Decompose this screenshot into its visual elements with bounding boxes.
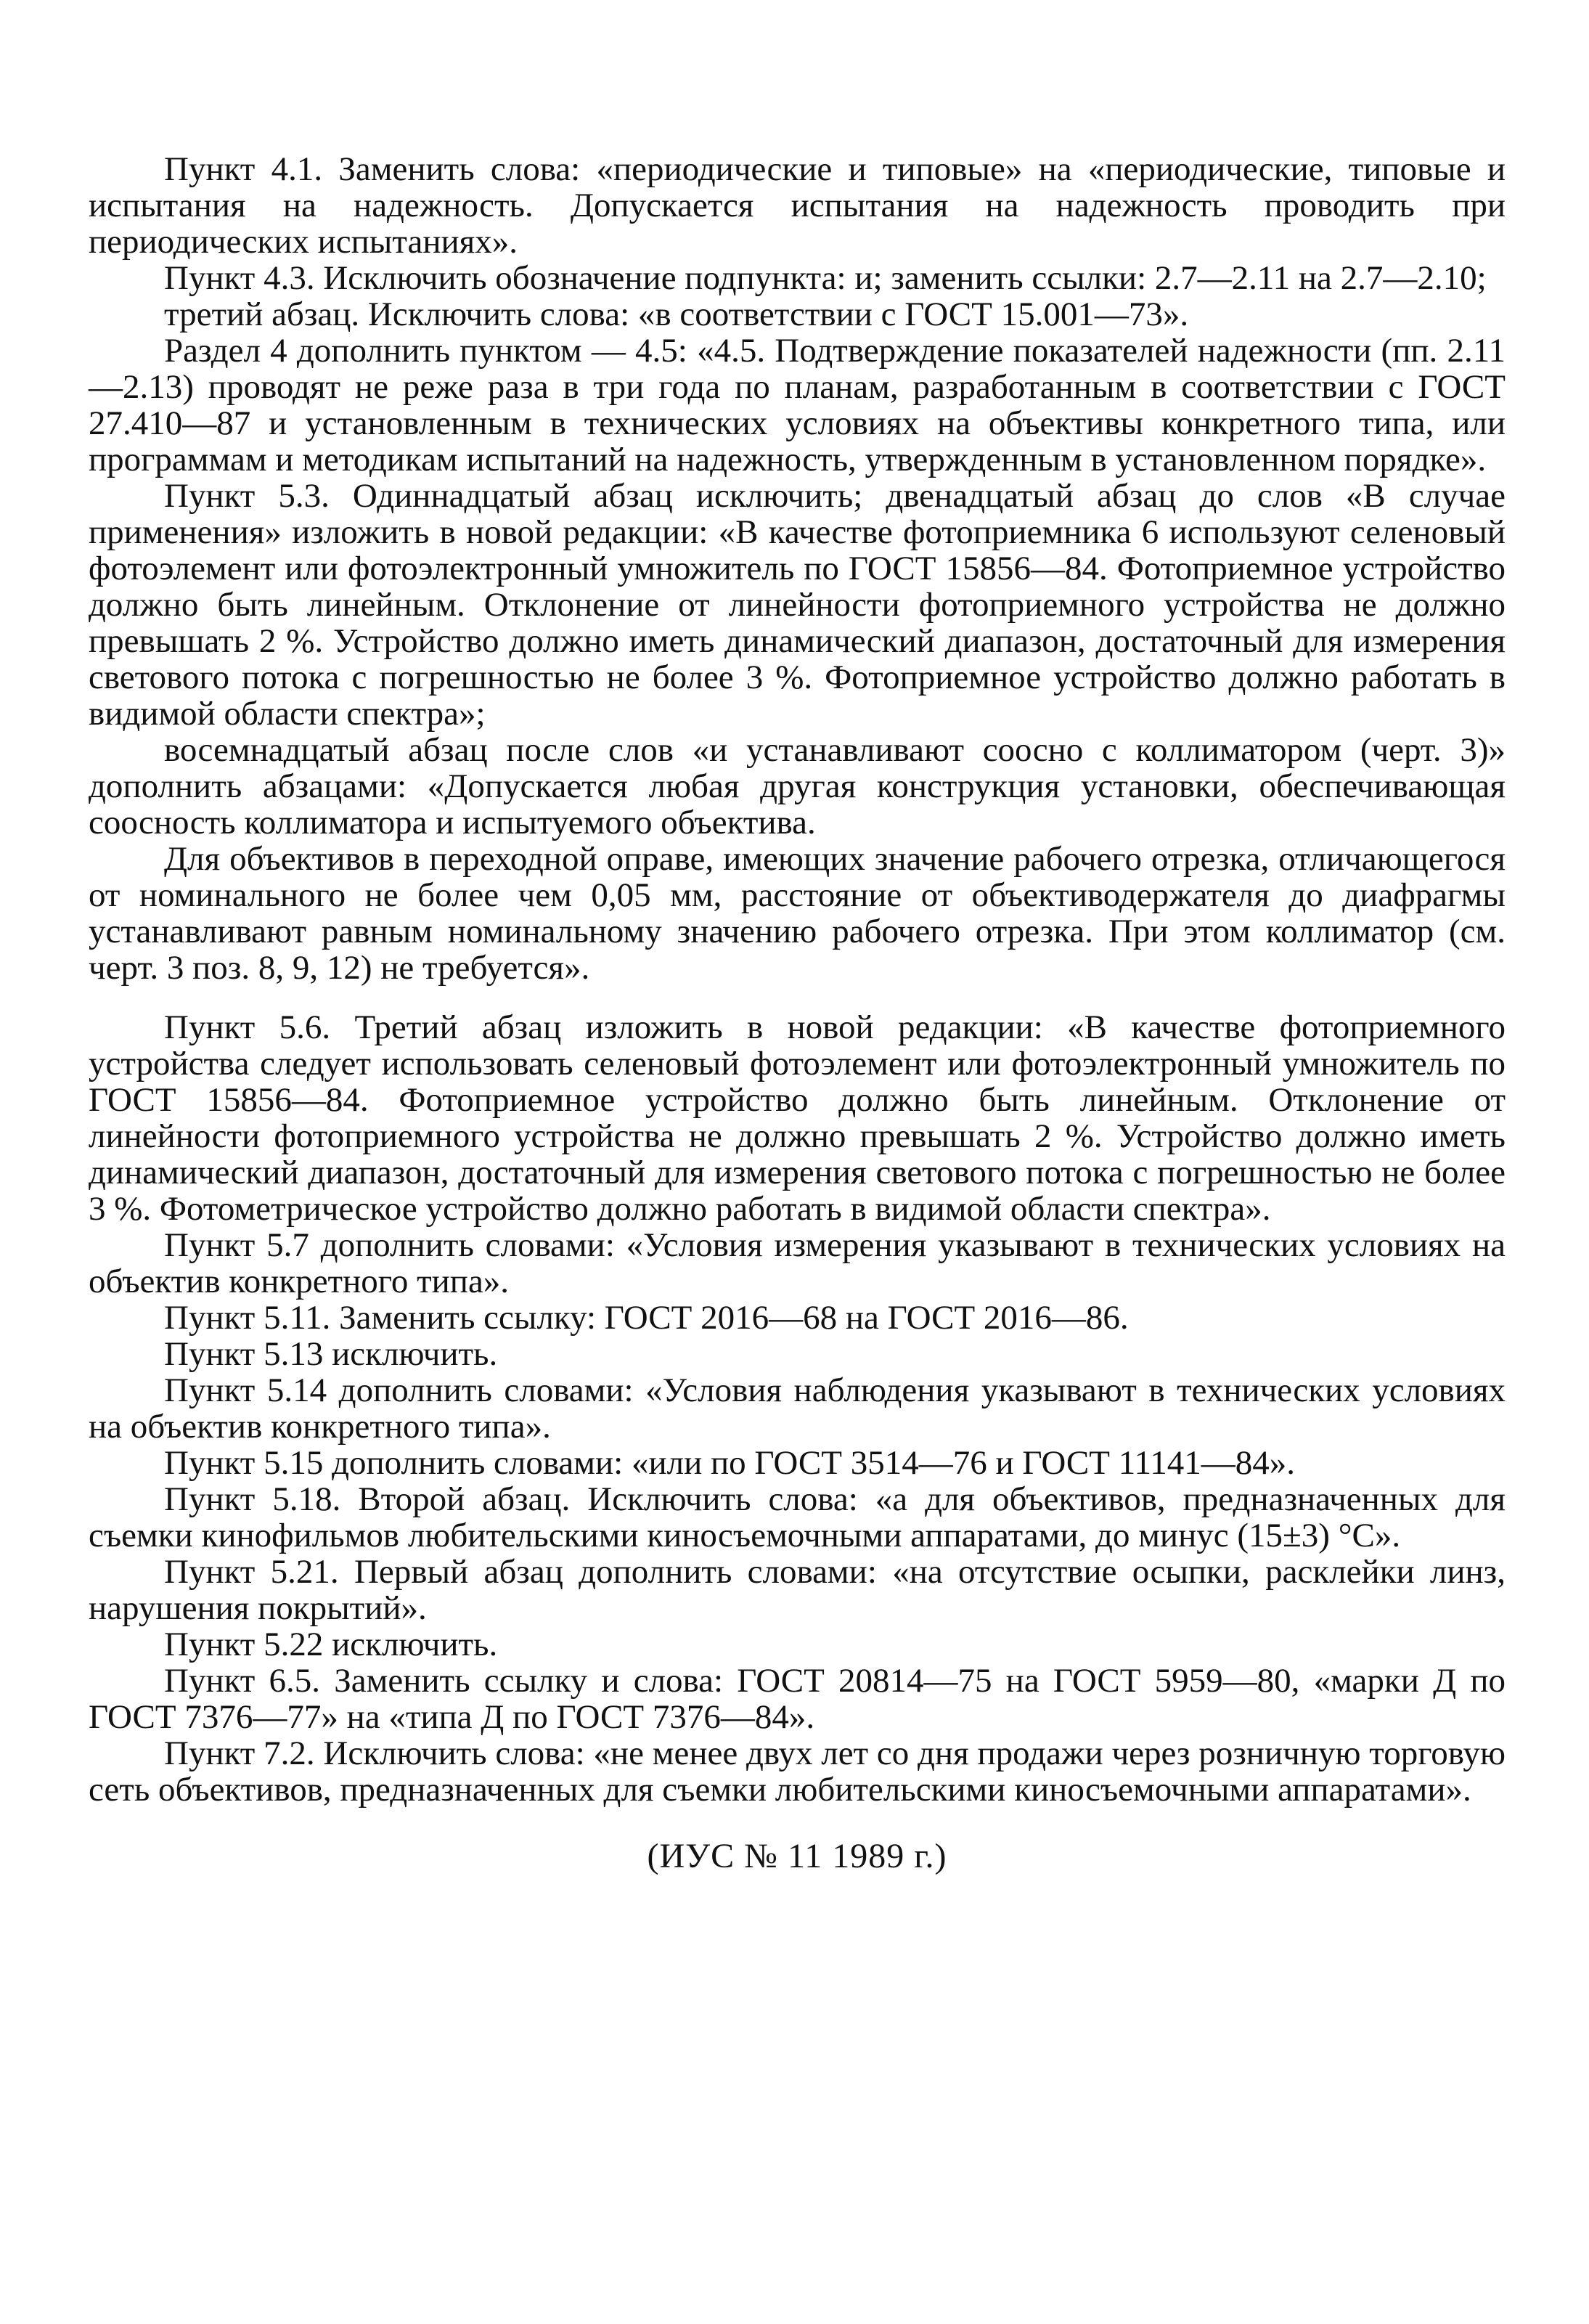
paragraph-section-4: Раздел 4 дополнить пунктом — 4.5: «4.5. Подтверждение показателей надежности (пп. 2.11—2.13) проводят не реже раза в три года по планам, разработанным в соответствии с ГОСТ 27.410—87 и установленным в технических условиях на объективы конкретного типа, или программам и методикам испытаний на надежность, утвержденным в установленном порядке».	[89, 332, 1506, 478]
paragraph-5-3: Пункт 5.3. Одиннадцатый абзац исключить; двенадцатый абзац до слов «В случае применения» изложить в новой редакции: «В качестве фотоприемника 6 используют селеновый фотоэлемент или фотоэлектронный умножитель по ГОСТ 15856—84. Фотоприемное устройство должно быть линейным. Отклонение от линейности фотоприемного устройства не должно превышать 2 %. Устройство должно иметь динамический диапазон, достаточный для измерения светового потока с погрешностью не более 3 %. Фотоприемное устройство должно работать в видимой области спектра»;	[89, 477, 1506, 733]
paragraph-5-14: Пункт 5.14 дополнить словами: «Условия наблюдения указывают в технических условиях на объектив конкретного типа».	[89, 1371, 1506, 1446]
paragraph-5-7: Пункт 5.7 дополнить словами: «Условия измерения указывают в технических условиях на объектив конкретного типа».	[89, 1226, 1506, 1300]
paragraph-6-5: Пункт 6.5. Заменить ссылку и слова: ГОСТ 20814—75 на ГОСТ 5959—80, «марки Д по ГОСТ 7376—77» на «типа Д по ГОСТ 7376—84».	[89, 1662, 1506, 1736]
paragraph-4-1: Пункт 4.1. Заменить слова: «периодические и типовые» на «периодические, типовые и испытания на надежность. Допускается испытания на надежность проводить при периодических испытаниях».	[89, 150, 1506, 261]
paragraph-5-13: Пункт 5.13 исключить.	[164, 1335, 498, 1373]
paragraph-5-15: Пункт 5.15 дополнить словами: «или по ГОСТ 3514—76 и ГОСТ 11141—84».	[164, 1444, 1295, 1482]
ius-reference: (ИУС № 11 1989 г.)	[647, 1837, 947, 1875]
document-page	[89, 151, 1506, 1875]
paragraph-5-6: Пункт 5.6. Третий абзац изложить в новой редакции: «В качестве фотоприемного устройства следует использовать селеновый фотоэлемент или фотоэлектронный умножитель по ГОСТ 15856—84. Фотоприемное устройство должно быть линейным. Отклонение от линейности фотоприемного устройства не должно превышать 2 %. Устройство должно иметь динамический диапазон, достаточный для измерения светового потока с погрешностью не более 3 %. Фотометрическое устройство должно работать в видимой области спектра».	[89, 1008, 1506, 1228]
paragraph-5-18: Пункт 5.18. Второй абзац. Исключить слова: «а для объективов, предназначенных для съемки кинофильмов любительскими киносъемочными аппаратами, до минус (15±3) °С».	[89, 1480, 1506, 1554]
paragraph-4-3: Пункт 4.3. Исключить обозначение подпункта: и; заменить ссылки: 2.7—2.11 на 2.7—2.10;	[164, 259, 1487, 297]
paragraph-5-11: Пункт 5.11. Заменить ссылку: ГОСТ 2016—68 на ГОСТ 2016—86.	[164, 1299, 1129, 1337]
paragraph-5-3-eighteenth: восемнадцатый абзац после слов «и устанавливают соосно с коллиматором (черт. 3)» дополнить абзацами: «Допускается любая другая конструкция установки, обеспечивающая соосность коллиматора и испытуемого объектива.	[89, 731, 1506, 841]
paragraph-4-3-third: третий абзац. Исключить слова: «в соответствии с ГОСТ 15.001—73».	[164, 295, 1189, 333]
paragraph-5-22: Пункт 5.22 исключить.	[164, 1626, 498, 1663]
paragraph-5-21: Пункт 5.21. Первый абзац дополнить словами: «на отсутствие осыпки, расклейки линз, нарушения покрытий».	[89, 1553, 1506, 1627]
paragraph-5-3-adapter: Для объективов в переходной оправе, имеющих значение рабочего отрезка, отличающегося от номинального не более чем 0,05 мм, расстояние от объективодержателя до диафрагмы устанавливают равным номинальному значению рабочего отрезка. При этом коллиматор (см. черт. 3 поз. 8, 9, 12) не требуется».	[89, 840, 1506, 987]
paragraph-7-2: Пункт 7.2. Исключить слова: «не менее двух лет со дня продажи через розничную торговую сеть объективов, предназначенных для съемки любительскими киносъемочными аппаратами».	[89, 1734, 1506, 1809]
